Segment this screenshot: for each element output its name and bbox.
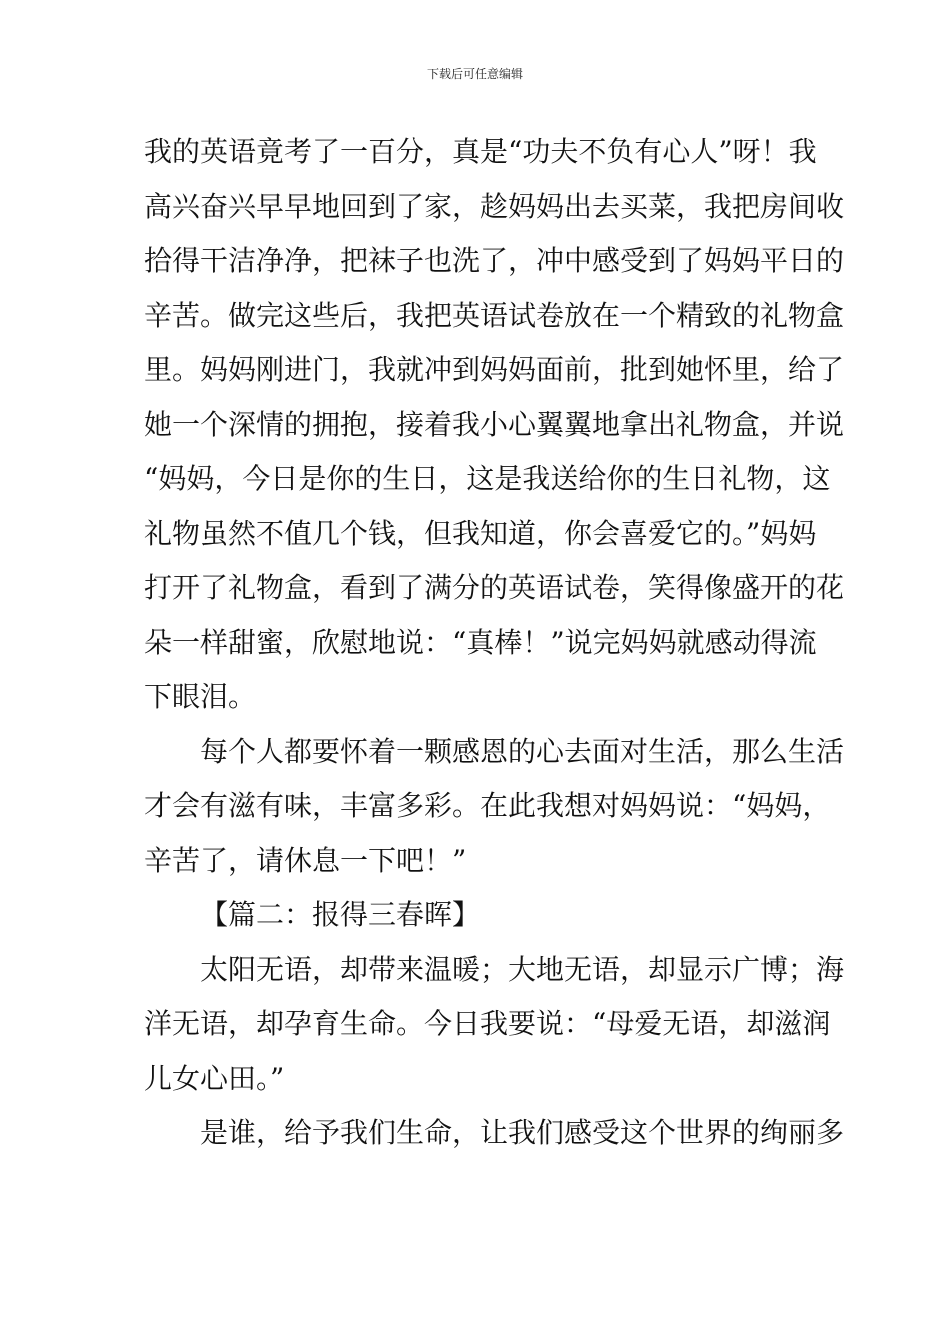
paragraph-line: 洋无语，却孕育生命。今日我要说：“母爱无语，却滋润 [144,1007,831,1040]
page-header-note: 下载后可任意编辑 [426,67,523,81]
paragraph-line: 我的英语竟考了一百分，真是“功夫不负有心人”呀！我 [144,135,817,168]
paragraph-line: 高兴奋兴早早地回到了家，趁妈妈出去买菜，我把房间收 [144,190,845,223]
paragraph-line: 辛苦。做完这些后，我把英语试卷放在一个精致的礼物盒 [144,299,845,332]
paragraph-line: 才会有滋有味，丰富多彩。在此我想对妈妈说：“妈妈， [144,789,831,822]
paragraph-line: 打开了礼物盒，看到了满分的英语试卷，笑得像盛开的花 [144,571,845,604]
paragraph-first-line: 【篇二：报得三春晖】 [200,898,481,931]
paragraph-first-line: 是谁，给予我们生命，让我们感受这个世界的绚丽多 [200,1116,845,1149]
paragraph-line: 辛苦了，请休息一下吧！” [144,844,467,877]
paragraph-line: 礼物虽然不值几个钱，但我知道，你会喜爱它的。”妈妈 [144,517,817,550]
paragraph-line: 朵一样甜蜜，欣慰地说：“真棒！”说完妈妈就感动得流 [144,626,817,659]
paragraph-line: “妈妈，今日是你的生日，这是我送给你的生日礼物，这 [144,462,831,495]
paragraph-first-line: 太阳无语，却带来温暖；大地无语，却显示广博；海 [200,953,845,986]
paragraph-line: 下眼泪。 [144,680,257,713]
paragraph-line: 儿女心田。” [144,1062,285,1095]
paragraph-line: 里。妈妈刚进门，我就冲到妈妈面前，批到她怀里，给了 [144,353,845,386]
paragraph-line: 她一个深情的拥抱，接着我小心翼翼地拿出礼物盒，并说 [144,408,845,441]
paragraph-line: 拾得干洁净净，把袜子也洗了，冲中感受到了妈妈平日的 [144,244,845,277]
paragraph-first-line: 每个人都要怀着一颗感恩的心去面对生活，那么生活 [200,735,845,768]
